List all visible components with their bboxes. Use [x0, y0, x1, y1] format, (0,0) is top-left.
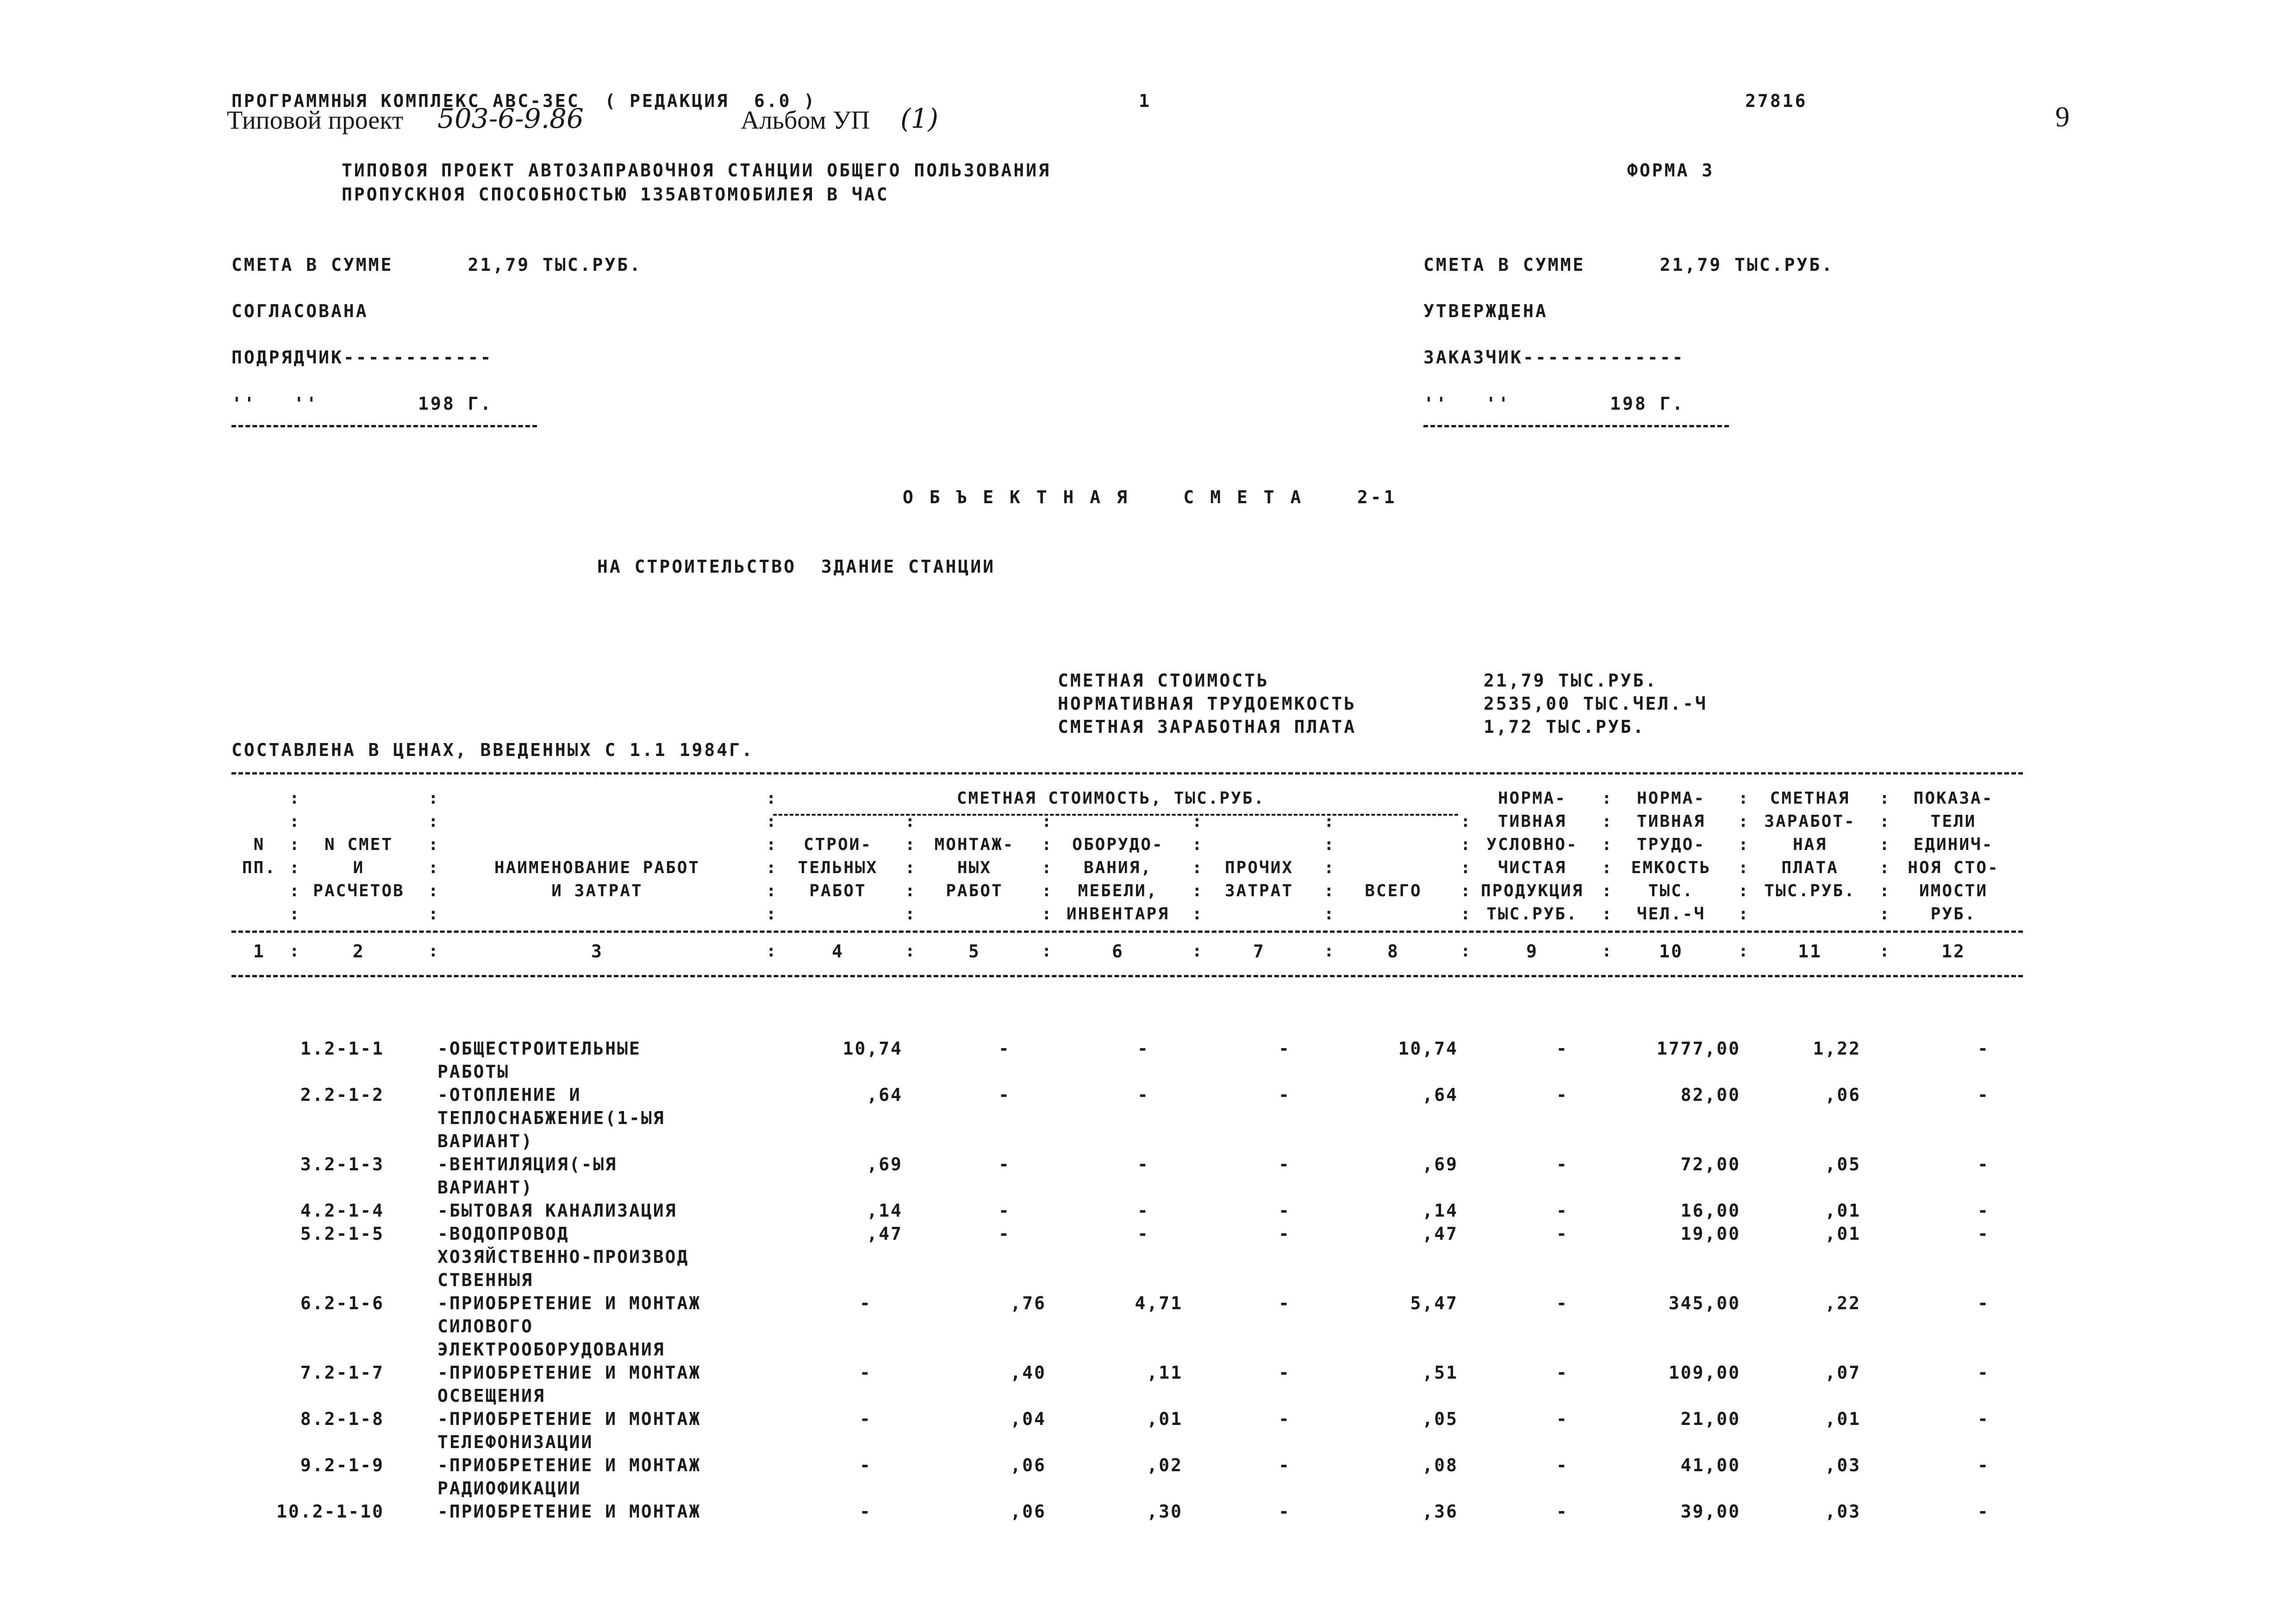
header-bottom-rule: [231, 931, 2023, 933]
estimate-heading: О Б Ъ Е К Т Н А Я С М Е Т А 2-1: [903, 487, 1398, 507]
cell-c11: ,01: [1825, 1200, 1861, 1221]
column-separator: :: [1738, 858, 1748, 877]
column-separator: :: [1879, 905, 1890, 924]
contractor-line: ПОДРЯДЧИК------------: [231, 347, 493, 368]
cell-c4: -: [860, 1501, 872, 1522]
left-signature-line: [231, 425, 537, 427]
cell-c9: -: [1556, 1455, 1568, 1475]
cell-c7: -: [1279, 1224, 1291, 1244]
column-separator: :: [1738, 789, 1748, 808]
col-1-header: N ПП.: [242, 835, 277, 877]
col-2-header: N СМЕТ И РАСЧЕТОВ: [313, 835, 405, 900]
cell-c8: 5,47: [1410, 1293, 1458, 1313]
row-name: -ПРИОБРЕТЕНИЕ И МОНТАЖ: [437, 1501, 701, 1522]
column-separator: :: [1738, 905, 1748, 924]
document-number: 27816: [1745, 91, 1808, 111]
row-code: 9.2-1-9: [300, 1455, 384, 1475]
cell-c6: ,01: [1147, 1409, 1183, 1429]
cell-c11: 1,22: [1813, 1038, 1861, 1059]
column-separator: :: [766, 905, 776, 924]
left-estimate-sum: СМЕТА В СУММЕ 21,79 ТЫС.РУБ.: [231, 255, 642, 275]
col-5-header: МОНТАЖ- НЫХ РАБОТ: [934, 835, 1015, 900]
cell-c5: ,06: [1010, 1501, 1046, 1522]
left-status: СОГЛАСОВАНА: [231, 301, 368, 321]
cell-c9: -: [1556, 1409, 1568, 1429]
cell-c4: ,64: [867, 1085, 903, 1105]
cell-c9: -: [1556, 1200, 1568, 1221]
project-number: 503-6-9.86: [437, 103, 584, 134]
cell-c5: ,40: [1010, 1362, 1046, 1383]
cost-group-rule: [773, 814, 1458, 816]
cell-c12: -: [1978, 1224, 1990, 1244]
column-separator: :: [1738, 881, 1748, 900]
column-separator: :: [1602, 942, 1612, 961]
row-name: -БЫТОВАЯ КАНАЛИЗАЦИЯ: [437, 1200, 677, 1221]
cell-c7: -: [1279, 1455, 1291, 1475]
cell-c12: -: [1978, 1154, 1990, 1174]
left-date: '' '' 198 Г.: [231, 394, 493, 414]
column-separator: :: [1602, 789, 1612, 808]
row-name: -ВЕНТИЛЯЦИЯ(-ЫЯ ВАРИАНТ): [437, 1154, 618, 1198]
column-separator: :: [1602, 812, 1612, 831]
row-code: 10.2-1-10: [276, 1501, 384, 1522]
cell-c12: -: [1978, 1200, 1990, 1221]
cell-c4: -: [860, 1362, 872, 1383]
column-separator: :: [1042, 942, 1052, 961]
column-separator: :: [1460, 835, 1471, 854]
column-numbers-rule: [231, 975, 2023, 977]
cell-c7: -: [1279, 1038, 1291, 1059]
column-separator: :: [428, 942, 438, 961]
column-number: 4: [832, 941, 844, 962]
cell-c8: ,05: [1422, 1409, 1458, 1429]
cell-c8: ,14: [1422, 1200, 1458, 1221]
column-separator: :: [766, 812, 776, 831]
column-separator: :: [766, 942, 776, 961]
cell-c5: ,76: [1010, 1293, 1046, 1313]
cell-c11: ,03: [1825, 1455, 1861, 1475]
cell-c7: -: [1279, 1200, 1291, 1221]
form-label: ФОРМА 3: [1627, 160, 1715, 181]
cell-c4: ,47: [867, 1224, 903, 1244]
column-separator: :: [289, 942, 299, 961]
column-separator: :: [428, 812, 438, 831]
column-number: 9: [1526, 941, 1538, 962]
title-line-2: ПРОПУСКНОЯ СПОСОБНОСТЬЮ 135АВТОМОБИЛЕЯ В ЧАС: [342, 184, 889, 205]
column-separator: :: [905, 942, 915, 961]
cell-c5: ,06: [1010, 1455, 1046, 1475]
column-separator: :: [1324, 905, 1334, 924]
cell-c9: -: [1556, 1038, 1568, 1059]
column-number: 1: [253, 941, 265, 962]
page-counter: 1: [1139, 91, 1151, 111]
column-separator: :: [766, 835, 776, 854]
cost-group-header: СМЕТНАЯ СТОИМОСТЬ, ТЫС.РУБ.: [956, 789, 1266, 808]
cell-c4: ,14: [867, 1200, 903, 1221]
cell-c5: -: [998, 1085, 1011, 1105]
column-separator: :: [1192, 881, 1202, 900]
album-part: (1): [900, 103, 939, 134]
cell-c6: ,11: [1147, 1362, 1183, 1383]
album-label: Альбом УП: [741, 106, 870, 135]
cell-c8: 10,74: [1398, 1038, 1458, 1059]
cell-c11: ,07: [1825, 1362, 1861, 1383]
cell-c6: -: [1137, 1038, 1149, 1059]
cell-c10: 1777,00: [1656, 1038, 1741, 1059]
row-code: 4.2-1-4: [300, 1200, 384, 1221]
row-code: 2.2-1-2: [300, 1085, 384, 1105]
column-number: 12: [1941, 941, 1965, 962]
column-separator: :: [1738, 812, 1748, 831]
row-name: -ОТОПЛЕНИЕ И ТЕПЛОСНАБЖЕНИЕ(1-ЫЯ ВАРИАНТ): [437, 1085, 665, 1151]
wage-value: 1,72 ТЫС.РУБ.: [1484, 717, 1646, 737]
row-code: 3.2-1-3: [300, 1154, 384, 1174]
total-cost-value: 21,79 ТЫС.РУБ.: [1484, 670, 1658, 691]
col-11-header: СМЕТНАЯ ЗАРАБОТ- НАЯ ПЛАТА ТЫС.РУБ.: [1764, 789, 1856, 900]
row-name: -ПРИОБРЕТЕНИЕ И МОНТАЖ ОСВЕЩЕНИЯ: [437, 1362, 701, 1406]
column-separator: :: [1192, 835, 1202, 854]
cell-c12: -: [1978, 1293, 1990, 1313]
column-separator: :: [428, 835, 438, 854]
cell-c9: -: [1556, 1293, 1568, 1313]
row-name: -ПРИОБРЕТЕНИЕ И МОНТАЖ ТЕЛЕФОНИЗАЦИИ: [437, 1409, 701, 1452]
cell-c4: -: [860, 1409, 872, 1429]
cell-c10: 41,00: [1680, 1455, 1741, 1475]
cell-c8: ,69: [1422, 1154, 1458, 1174]
right-estimate-sum: СМЕТА В СУММЕ 21,79 ТЫС.РУБ.: [1423, 255, 1834, 275]
cell-c5: -: [998, 1154, 1011, 1174]
column-separator: :: [1738, 835, 1748, 854]
labor-label: НОРМАТИВНАЯ ТРУДОЕМКОСТЬ: [1058, 693, 1357, 714]
cell-c6: -: [1137, 1224, 1149, 1244]
cell-c8: ,47: [1422, 1224, 1458, 1244]
column-separator: :: [289, 881, 299, 900]
cell-c7: -: [1279, 1154, 1291, 1174]
column-separator: :: [1879, 881, 1890, 900]
table-top-rule: [231, 772, 2023, 775]
column-separator: :: [1042, 812, 1052, 831]
row-code: 7.2-1-7: [300, 1362, 384, 1383]
estimate-subtitle: НА СТРОИТЕЛЬСТВО ЗДАНИЕ СТАНЦИИ: [597, 556, 996, 577]
col-8-header: ВСЕГО: [1365, 881, 1422, 900]
column-separator: :: [1879, 789, 1890, 808]
col-6-header: ОБОРУДО- ВАНИЯ, МЕБЕЛИ, ИНВЕНТАРЯ: [1066, 835, 1170, 924]
column-separator: :: [289, 789, 299, 808]
cell-c7: -: [1279, 1362, 1291, 1383]
column-separator: :: [1602, 881, 1612, 900]
column-separator: :: [1042, 881, 1052, 900]
cell-c5: -: [998, 1200, 1011, 1221]
column-separator: :: [1460, 942, 1471, 961]
column-separator: :: [766, 858, 776, 877]
col-9-header: НОРМА- ТИВНАЯ УСЛОВНО- ЧИСТАЯ ПРОДУКЦИЯ ТЫС.РУБ.: [1480, 789, 1584, 924]
cell-c8: ,08: [1422, 1455, 1458, 1475]
cell-c6: -: [1137, 1154, 1149, 1174]
cell-c7: -: [1279, 1085, 1291, 1105]
column-separator: :: [1192, 942, 1202, 961]
column-separator: :: [428, 858, 438, 877]
cell-c10: 19,00: [1680, 1224, 1741, 1244]
cell-c11: ,05: [1825, 1154, 1861, 1174]
column-separator: :: [1460, 881, 1471, 900]
cell-c4: 10,74: [842, 1038, 903, 1059]
column-number: 7: [1253, 941, 1265, 962]
cell-c9: -: [1556, 1501, 1568, 1522]
col-12-header: ПОКАЗА- ТЕЛИ ЕДИНИЧ- НОЯ СТО- ИМОСТИ РУБ.: [1908, 789, 1999, 924]
column-separator: :: [1879, 812, 1890, 831]
row-code: 5.2-1-5: [300, 1224, 384, 1244]
column-separator: :: [1324, 942, 1334, 961]
total-cost-label: СМЕТНАЯ СТОИМОСТЬ: [1058, 670, 1269, 691]
column-separator: :: [1602, 905, 1612, 924]
column-separator: :: [905, 835, 915, 854]
cell-c12: -: [1978, 1085, 1990, 1105]
cell-c6: ,02: [1147, 1455, 1183, 1475]
column-separator: :: [1192, 812, 1202, 831]
column-separator: :: [1602, 835, 1612, 854]
cell-c10: 72,00: [1680, 1154, 1741, 1174]
cell-c12: -: [1978, 1362, 1990, 1383]
cell-c6: -: [1137, 1085, 1149, 1105]
cell-c9: -: [1556, 1154, 1568, 1174]
cell-c11: ,22: [1825, 1293, 1861, 1313]
cell-c11: ,03: [1825, 1501, 1861, 1522]
col-7-header: ПРОЧИХ ЗАТРАТ: [1224, 858, 1294, 900]
cell-c5: -: [998, 1038, 1011, 1059]
column-separator: :: [905, 858, 915, 877]
column-number: 10: [1659, 941, 1683, 962]
column-separator: :: [905, 812, 915, 831]
cell-c11: ,01: [1825, 1409, 1861, 1429]
cell-c12: -: [1978, 1455, 1990, 1475]
cell-c12: -: [1978, 1501, 1990, 1522]
column-separator: :: [428, 905, 438, 924]
column-separator: :: [289, 812, 299, 831]
row-name: -ПРИОБРЕТЕНИЕ И МОНТАЖ СИЛОВОГО ЭЛЕКТРООБОРУДОВАНИЯ: [437, 1293, 701, 1360]
column-separator: :: [428, 789, 438, 808]
col-3-header: НАИМЕНОВАНИЕ РАБОТ И ЗАТРАТ: [494, 858, 700, 900]
right-date: '' '' 198 Г.: [1423, 394, 1685, 414]
cell-c9: -: [1556, 1085, 1568, 1105]
row-code: 1.2-1-1: [300, 1038, 384, 1059]
column-separator: :: [1460, 812, 1471, 831]
row-name: -ПРИОБРЕТЕНИЕ И МОНТАЖ РАДИОФИКАЦИИ: [437, 1455, 701, 1499]
column-separator: :: [1460, 905, 1471, 924]
cell-c4: -: [860, 1293, 872, 1313]
cell-c11: ,06: [1825, 1085, 1861, 1105]
column-separator: :: [289, 905, 299, 924]
customer-line: ЗАКАЗЧИК-------------: [1423, 347, 1685, 368]
col-4-header: СТРОИ- ТЕЛЬНЫХ РАБОТ: [798, 835, 878, 900]
cell-c10: 16,00: [1680, 1200, 1741, 1221]
right-signature-line: [1423, 425, 1729, 427]
column-separator: :: [1879, 858, 1890, 877]
cell-c9: -: [1556, 1224, 1568, 1244]
column-separator: :: [766, 789, 776, 808]
cell-c12: -: [1978, 1409, 1990, 1429]
column-separator: :: [428, 881, 438, 900]
row-name: -ОБЩЕСТРОИТЕЛЬНЫЕ РАБОТЫ: [437, 1038, 641, 1082]
column-separator: :: [1324, 835, 1334, 854]
row-code: 6.2-1-6: [300, 1293, 384, 1313]
column-separator: :: [1324, 881, 1334, 900]
wage-label: СМЕТНАЯ ЗАРАБОТНАЯ ПЛАТА: [1058, 717, 1357, 737]
col-10-header: НОРМА- ТИВНАЯ ТРУДО- ЕМКОСТЬ ТЫС. ЧЕЛ.-Ч: [1631, 789, 1711, 924]
cell-c5: ,04: [1010, 1409, 1046, 1429]
sheet-number: 9: [2055, 101, 2070, 133]
cell-c5: -: [998, 1224, 1011, 1244]
cell-c10: 21,00: [1680, 1409, 1741, 1429]
cell-c10: 109,00: [1668, 1362, 1741, 1383]
cell-c8: ,51: [1422, 1362, 1458, 1383]
cell-c7: -: [1279, 1409, 1291, 1429]
cell-c7: -: [1279, 1293, 1291, 1313]
column-separator: :: [905, 881, 915, 900]
project-label: Типовой проект: [227, 106, 404, 135]
column-separator: :: [1042, 905, 1052, 924]
prices-note: СОСТАВЛЕНА В ЦЕНАХ, ВВЕДЕННЫХ С 1.1 1984Г.: [231, 740, 754, 760]
cell-c4: ,69: [867, 1154, 903, 1174]
cell-c6: -: [1137, 1200, 1149, 1221]
column-separator: :: [766, 881, 776, 900]
column-separator: :: [289, 858, 299, 877]
column-separator: :: [1602, 858, 1612, 877]
column-separator: :: [1192, 905, 1202, 924]
column-separator: :: [1324, 858, 1334, 877]
cell-c9: -: [1556, 1362, 1568, 1383]
column-separator: :: [1324, 812, 1334, 831]
cell-c7: -: [1279, 1501, 1291, 1522]
cell-c6: ,30: [1147, 1501, 1183, 1522]
column-number: 6: [1112, 941, 1124, 962]
row-name: -ВОДОПРОВОД ХОЗЯЙСТВЕННО-ПРОИЗВОД СТВЕННЫЯ: [437, 1224, 689, 1290]
row-code: 8.2-1-8: [300, 1409, 384, 1429]
labor-value: 2535,00 ТЫС.ЧЕЛ.-Ч: [1484, 693, 1708, 714]
column-separator: :: [1192, 858, 1202, 877]
column-separator: :: [1879, 835, 1890, 854]
column-separator: :: [289, 835, 299, 854]
column-number: 5: [968, 941, 980, 962]
title-line-1: ТИПОВОЯ ПРОЕКТ АВТОЗАПРАВОЧНОЯ СТАНЦИИ ОБЩЕГО ПОЛЬЗОВАНИЯ: [342, 160, 1051, 181]
program-header: ПРОГРАММНЫЯ КОМПЛЕКС АВС-3ЕС ( РЕДАКЦИЯ 6.0 ): [231, 91, 817, 111]
cell-c6: 4,71: [1135, 1293, 1183, 1313]
cell-c12: -: [1978, 1038, 1990, 1059]
column-separator: :: [905, 905, 915, 924]
column-separator: :: [1460, 858, 1471, 877]
column-separator: :: [1042, 858, 1052, 877]
cell-c8: ,36: [1422, 1501, 1458, 1522]
cell-c10: 39,00: [1680, 1501, 1741, 1522]
column-number: 2: [353, 941, 365, 962]
cell-c8: ,64: [1422, 1085, 1458, 1105]
cell-c11: ,01: [1825, 1224, 1861, 1244]
right-status: УТВЕРЖДЕНА: [1423, 301, 1548, 321]
column-number: 8: [1387, 941, 1399, 962]
cell-c4: -: [860, 1455, 872, 1475]
cell-c10: 82,00: [1680, 1085, 1741, 1105]
column-separator: :: [1879, 942, 1890, 961]
cell-c10: 345,00: [1668, 1293, 1741, 1313]
column-separator: :: [1738, 942, 1748, 961]
column-number: 11: [1798, 941, 1822, 962]
column-separator: :: [1042, 835, 1052, 854]
column-number: 3: [591, 941, 603, 962]
